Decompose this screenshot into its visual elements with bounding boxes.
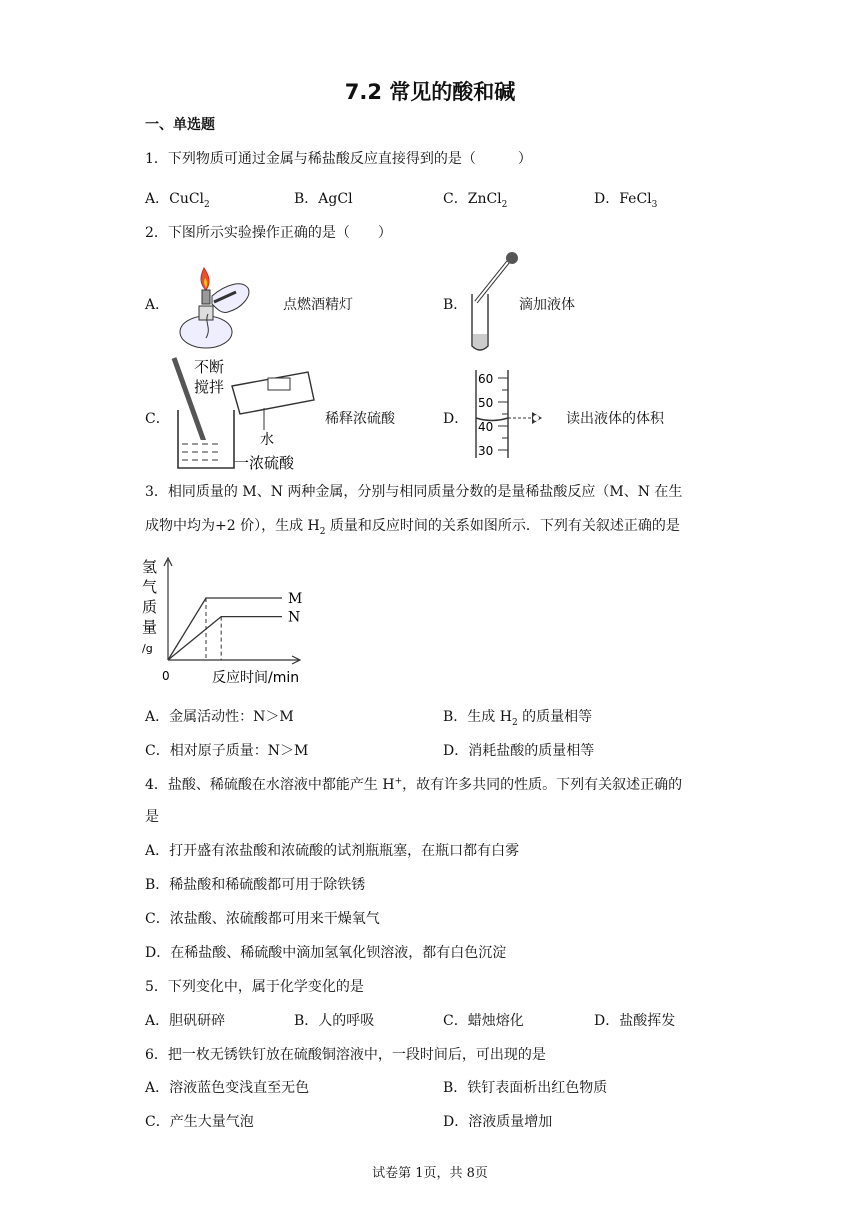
q1-option-a[interactable]: A．CuCl$_2$	[145, 191, 210, 210]
cylinder-reading-figure	[472, 366, 552, 462]
q5-option-c[interactable]: C．蜡烛熔化	[443, 1013, 524, 1029]
q3-option-a[interactable]: A．金属活动性：N＞M	[145, 709, 294, 725]
tick-40: 40	[478, 420, 494, 434]
q1-stem: 1．下列物质可通过金属与稀盐酸反应直接得到的是（ ）	[145, 151, 532, 167]
stir-label-2: 搅拌	[194, 378, 225, 396]
water-label: 水	[260, 432, 274, 448]
q5-stem: 5．下列变化中，属于化学变化的是	[145, 979, 364, 995]
q6-option-c[interactable]: C．产生大量气泡	[145, 1114, 254, 1130]
q2-option-c-label[interactable]: C．	[145, 411, 170, 427]
q3-option-d[interactable]: D．消耗盐酸的质量相等	[443, 743, 595, 759]
x-axis-label: 反应时间/min	[212, 670, 300, 686]
q3-option-c[interactable]: C．相对原子质量：N＞M	[145, 743, 309, 759]
q2-option-d-label[interactable]: D．	[443, 411, 469, 427]
hydrogen-time-chart	[140, 550, 310, 690]
q4-option-b[interactable]: B．稀盐酸和稀硫酸都可用于除铁锈	[145, 877, 366, 893]
q2-caption-b: 滴加液体	[519, 297, 575, 313]
y-axis-label-char: 质	[142, 598, 158, 616]
q5-option-a[interactable]: A．胆矾研碎	[145, 1013, 226, 1029]
q2-option-b-label[interactable]: B．	[443, 297, 468, 313]
q2-caption-c: 稀释浓硫酸	[325, 411, 395, 427]
page-footer: 试卷第 1页，共 8页	[372, 1166, 488, 1181]
q2-caption-a: 点燃酒精灯	[283, 297, 353, 313]
tick-50: 50	[478, 396, 494, 410]
series-line-m	[168, 598, 282, 660]
series-label-n: N	[288, 609, 301, 626]
q6-option-a[interactable]: A．溶液蓝色变浅直至无色	[145, 1080, 310, 1096]
q3-line-2: 成物中均为+2 价），生成 $H_2$ 质量和反应时间的关系如图所示．下列有关叙述正确的是	[145, 518, 680, 537]
origin-label: 0	[162, 669, 170, 683]
q4-option-d[interactable]: D．在稀盐酸、稀硫酸中滴加氢氧化钡溶液，都有白色沉淀	[145, 945, 507, 961]
q2-caption-d: 读出液体的体积	[566, 411, 664, 427]
y-axis-label-char: 氢	[142, 558, 158, 576]
q6-option-d[interactable]: D．溶液质量增加	[443, 1114, 553, 1130]
q1-option-b[interactable]: B．AgCl	[294, 191, 353, 207]
q1-option-c[interactable]: C．ZnCl$_2$	[443, 191, 508, 210]
q6-option-b[interactable]: B．铁钉表面析出红色物质	[443, 1080, 608, 1096]
q6-stem: 6．把一枚无锈铁钉放在硫酸铜溶液中，一段时间后，可出现的是	[145, 1047, 546, 1063]
q5-option-b[interactable]: B．人的呼吸	[294, 1013, 375, 1029]
acid-label: 一浓硫酸	[234, 454, 295, 472]
y-axis-label	[142, 558, 157, 655]
q4-option-c[interactable]: C．浓盐酸、浓硫酸都可用来干燥氧气	[145, 911, 380, 927]
y-axis-label-char: /g	[142, 642, 153, 655]
y-axis-label-char: 量	[142, 618, 158, 636]
y-axis-label-char: 气	[142, 578, 158, 596]
dilute-acid-figure	[168, 356, 316, 472]
tick-30: 30	[478, 444, 494, 458]
series-line-n	[168, 617, 282, 660]
page-title: 7.2 常见的酸和碱	[344, 80, 516, 104]
q3-line-1: 3．相同质量的 M、N 两种金属，分别与相同质量分数的是量稀盐酸反应（M、N 在生	[145, 484, 683, 500]
series-label-m: M	[288, 591, 303, 607]
q2-option-a-label[interactable]: A．	[145, 297, 170, 313]
tick-60: 60	[478, 372, 494, 386]
q4-line-2: 是	[145, 809, 159, 825]
q3-option-b[interactable]: B．生成 $H_2$ 的质量相等	[443, 709, 593, 728]
section-heading: 一、单选题	[145, 117, 215, 133]
stir-label-1: 不断	[194, 358, 225, 376]
q4-line-1: 4．盐酸、稀硫酸在水溶液中都能产生 H+，故有许多共同的性质。下列有关叙述正确的	[145, 776, 683, 793]
q4-option-a[interactable]: A．打开盛有浓盐酸和浓硫酸的试剂瓶瓶塞，在瓶口都有白雾	[145, 843, 520, 859]
q1-option-d[interactable]: D．FeCl$_3$	[594, 191, 658, 210]
alcohol-lamp-figure	[168, 252, 268, 352]
q5-option-d[interactable]: D．盐酸挥发	[594, 1013, 676, 1029]
q2-stem: 2．下图所示实验操作正确的是（ ）	[145, 225, 392, 241]
